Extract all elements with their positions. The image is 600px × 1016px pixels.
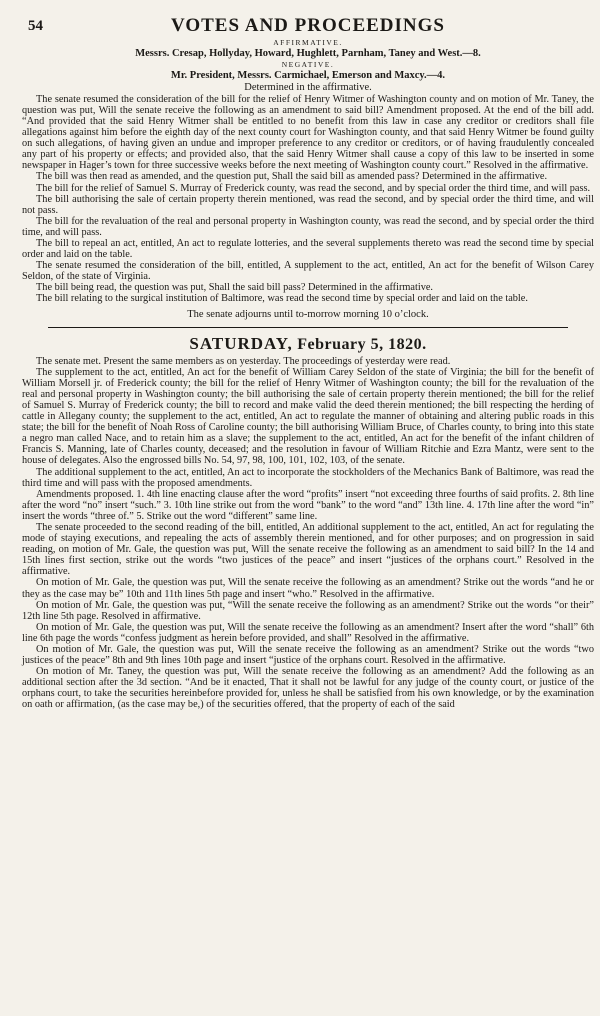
affirmative-label: AFFIRMATIVE. (273, 38, 343, 47)
paragraph: Amendments proposed. 1. 4th line enacting clause after the word “profits” insert “not exceeding three fourths of said profits. 2. 8th line after the word “no” insert “such.” 3. 10th line strike out from the word “bank” to the word “and” 13th line. 4. 17th line after the word “in” insert the words “three of.” 5. Strike out the word “different” same line. (22, 488, 594, 522)
proceedings-section-2 (22, 356, 594, 711)
paragraph: The additional supplement to the act, entitled, An act to incorporate the stockholders of the Mechanics Bank of Baltimore, was read the third time and will pass with the proposed amendments. (22, 466, 594, 489)
paragraph: The bill for the relief of Samuel S. Murray of Frederick county, was read the second, and by special order the third time, and will pass. (36, 182, 591, 194)
proceedings-section-1 (22, 94, 594, 305)
vote-result: Determined in the affirmative. (244, 82, 372, 93)
running-header (22, 8, 594, 38)
paragraph: The supplement to the act, entitled, An act for the benefit of William Carey Seldon of the state of Virginia; the bill for the benefit of William Morsell jr. of Frederick county; the bill for the relief of Henry Witmer of Washington county; the bill for the revaluation of the real and personal property in Washington county; the bill authorising the sale of certain property therein mentioned; the bill for the relief of Samuel S. Murray of Frederick county; the bill to record and make valid the deed therein mentioned; the bill respecting the herding of cattle in Allegany county; the supplement to the act, entitled, An act to regulate the manner of obtaining and altering public roads in this state; the bill for the benefit of Noah Ross of Caroline county; the bill authorising William Bruce, of Charles county, to bring into this state a negro man called Nace, and to retain him as a slave; the supplement to the act, entitled, An act for the benefit of the infant children of Francis S. Manning, late of Charles county, deceased; and the resolution in favour of William Ritchie and Ezra Mantz, were sent to the house of delegates. Also the engrossed bills No. 54, 97, 98, 100, 101, 102, 103, of the senate. (22, 366, 594, 467)
date-heading-day: SATURDAY, (189, 333, 293, 353)
paragraph: On motion of Mr. Gale, the question was put, “Will the senate receive the following as an amendment? Strike out the words “or their” 12th line 5th page. Resolved in affirmative. (22, 599, 594, 622)
paragraph: The bill was then read as amended, and the question put, Shall the said bill as amended pass? Determined in the affirmative. (36, 171, 548, 183)
section-divider (48, 327, 568, 328)
paragraph: The senate resumed the consideration of the bill, entitled, A supplement to the act, entitled, An act for the benefit of Wilson Carey Seldon, of the state of Virginia. (22, 260, 594, 283)
negative-names: Mr. President, Messrs. Carmichael, Emerson and Maxcy.—4. (170, 70, 446, 81)
affirmative-names: Messrs. Cresap, Hollyday, Howard, Hughlett, Parnham, Taney and West.—8. (135, 48, 481, 59)
paragraph: The senate met. Present the same members as on yesterday. The proceedings of yesterday were read. (36, 355, 451, 367)
running-title: VOTES AND PROCEEDINGS (170, 15, 445, 36)
vote-record (22, 38, 594, 94)
paragraph: On motion of Mr. Taney, the question was put, Will the senate receive the following as an amendment? Add the following as an additional section after the 3d section. “And be it enacted, That it shall not be lawful for any judge of the county court, or justice of the orphans court, to take the securities hereinbefore provided for, unless he shall be satisfied from his own knowledge, or by the examination on oath or affirmation, (as the case may be,) of the securities offered, that the property of each of the said (22, 666, 594, 711)
paragraph: On motion of Mr. Gale, the question was put, Will the senate receive the following as an amendment? Strike out the words “and he or they as the case may be” 10th and 11th lines 5th page and insert “who.” Resolved in the affirmative. (22, 577, 594, 600)
page-content (22, 8, 594, 711)
paragraph: On motion of Mr. Gale, the question was put, Will the senate receive the following as an amendment? Insert after the word “shall” 6th line 6th page the words “confess judgment as herein before provided, and shall” Resolved in the affirmative. (22, 621, 594, 644)
paragraph: The bill to repeal an act, entitled, An act to regulate lotteries, and the several supplements thereto was read the second time by special order and laid on the table. (22, 238, 594, 261)
paragraph: The bill relating to the surgical institution of Baltimore, was read the second time by special order and laid on the table. (36, 293, 528, 305)
negative-label: NEGATIVE. (281, 60, 335, 69)
date-heading-date: February 5, 1820. (297, 335, 427, 353)
paragraph: The senate resumed the consideration of the bill for the relief of Henry Witmer of Washington county and on motion of Mr. Taney, the question was put, Will the senate receive the following as an amendment to said bill? Amendment proposed. At the end of the bill add. “And provided that the said Henry Witmer shall be entitled to no benefit from this law in case any creditor or creditors shall file allegations against him before the eighth day of the next county court for Washington county, and that said Henry Witmer be found guilty on such allegations, of having given an undue and improper preference to any creditor or creditors, or of having fraudulently concealed any part of his property or effects; and provided also, that the said Henry Witmer shall cause a copy of this law to be inserted in some newspaper in Hager’s town for three successive weeks before the next meeting of Washington county court.” Resolved in the affirmative. (22, 93, 594, 172)
paragraph: The senate proceeded to the second reading of the bill, entitled, An additional supplement to the act, entitled, An act for regulating the mode of staying executions, and repealing the acts of assembly therein mentioned, and for other purposes; and on progression in said reading, on motion of Mr. Gale, the question was put, Will the senate receive the following as an amendment to said bill? In the 14 and 15th lines first section, strike out the words “two justices of the peace” and insert “justices of the orphans court.” Resolved in the affirmative. (22, 521, 594, 578)
paragraph: The bill for the revaluation of the real and personal property in Washington county, was read the second, and by special order the third time, and will pass. (22, 215, 594, 238)
paragraph: On motion of Mr. Gale, the question was put, Will the senate receive the following as an amendment? Strike out the words “two justices of the peace” 8th and 9th lines 10th page and insert “justice of the orphans court. Resolved in the affirmative. (22, 644, 594, 667)
page-number: 54 (28, 18, 43, 34)
paragraph: The bill being read, the question was put, Shall the said bill pass? Determined in the affirmative. (36, 282, 433, 294)
paragraph: The bill authorising the sale of certain property therein mentioned, was read the second, and by special order the third time, and will not pass. (22, 193, 594, 216)
date-heading (22, 335, 594, 354)
adjournment-notice: The senate adjourns until to-morrow morning 10 o’clock. (187, 308, 429, 320)
